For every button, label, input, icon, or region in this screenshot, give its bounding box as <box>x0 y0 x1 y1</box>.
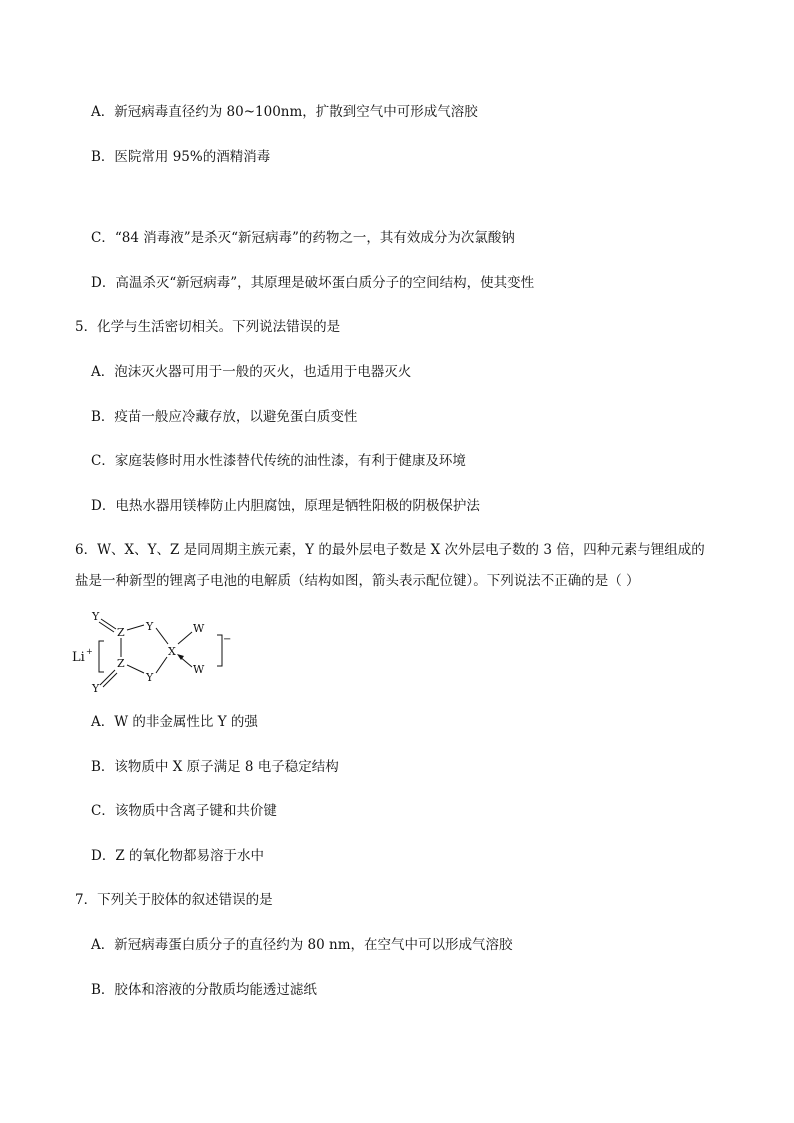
q7-option-a: A．新冠病毒蛋白质分子的直径约为 80 nm，在空气中可以形成气溶胶 <box>91 937 513 953</box>
cation-charge: + <box>86 647 93 656</box>
q6-option-a: A．W 的非金属性比 Y 的强 <box>91 714 258 730</box>
q5-option-a: A．泡沫灭火器可用于一般的灭火，也适用于电器灭火 <box>91 364 412 380</box>
left-bracket <box>99 641 104 672</box>
q4-option-d: D．高温杀灭“新冠病毒”，其原理是破坏蛋白质分子的空间结构，使其变性 <box>91 275 535 291</box>
atom-y-top: Y <box>146 620 154 633</box>
q6-stem-line2: 盐是一种新型的锂离子电池的电解质（结构如图，箭头表示配位键）。下列说法不正确的是（ ） <box>75 573 640 589</box>
q4-option-a: A．新冠病毒直径约为 80~100nm，扩散到空气中可形成气溶胶 <box>91 104 478 120</box>
atom-y-bottom: Y <box>146 671 154 684</box>
q7-option-b: B．胶体和溶液的分散质均能透过滤纸 <box>91 982 317 998</box>
atom-z-bottom: Z <box>117 657 125 670</box>
q5-stem: 5．化学与生活密切相关。下列说法错误的是 <box>75 319 341 335</box>
q6-option-d: D．Z 的氧化物都易溶于水中 <box>91 848 264 864</box>
atom-y-bottom-left: Y <box>92 682 100 695</box>
atom-z-top: Z <box>117 626 125 639</box>
lithium-salt-structure-diagram <box>70 606 240 698</box>
right-bracket <box>217 635 222 666</box>
atom-x: X <box>168 645 176 658</box>
atom-w-bottom: W <box>193 663 205 676</box>
q7-stem: 7．下列关于胶体的叙述错误的是 <box>75 892 273 908</box>
q4-option-b: B．医院常用 95%的酒精消毒 <box>91 149 271 165</box>
cation-label: Li <box>72 650 85 665</box>
q5-option-b: B．疫苗一般应冷藏存放，以避免蛋白质变性 <box>91 409 358 425</box>
q4-option-c: C．“84 消毒液”是杀灭“新冠病毒”的药物之一，其有效成分为次氯酸钠 <box>91 230 515 246</box>
q6-option-c: C．该物质中含离子键和共价键 <box>91 803 277 819</box>
q6-stem-line1: 6．W、X、Y、Z 是同周期主族元素，Y 的最外层电子数是 X 次外层电子数的 3 倍，四种元素与锂组成的 <box>75 542 705 558</box>
q6-option-b: B．该物质中 X 原子满足 8 电子稳定结构 <box>91 759 339 775</box>
anion-charge: − <box>223 634 232 645</box>
q5-option-c: C．家庭装修时用水性漆替代传统的油性漆，有利于健康及环境 <box>91 453 466 469</box>
atom-y-top-left: Y <box>92 610 100 623</box>
atom-w-top: W <box>193 622 205 635</box>
q5-option-d: D．电热水器用镁棒防止内胆腐蚀，原理是牺牲阳极的阴极保护法 <box>91 498 480 514</box>
